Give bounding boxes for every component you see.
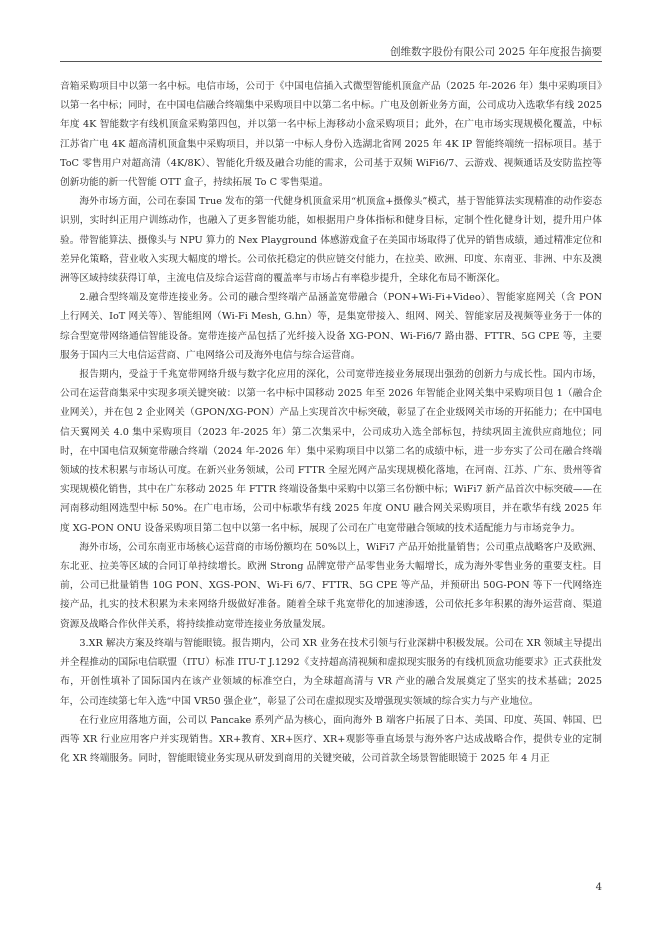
paragraph-industry-applications: 在行业应用落地方面，公司以 Pancake 系列产品为核心，面向海外 B 端客户拓展了日本、美国、印度、英国、韩国、巴西等 XR 行业应用客户并实现销售。XR+教育、XR+医疗、XR+观影等垂直场景与海外客户达成战略合作，提供专业的定制化 XR 终端服务。同时，智能眼镜业务实现从研发到商用的关键突破，公司首款全场景智能眼镜于 2025 年 4 月正 [60, 714, 602, 765]
paragraph-overseas-market: 海外市场方面，公司在泰国 True 发布的第一代健身机顶盒采用“机顶盒+摄像头”模式，基于智能算法实现精准的动作姿态识别，实时纠正用户训练动作，也融入了更多智能功能，如根据用户身体指标和健身目标，定制个性化健身计划，提升用户体验。带智能算法、摄像头与 NPU 算力的 Nex Playground 体感游戏盒子在美国市场取得了优异的销售成绩，通过精准定位和差异化策略，营业收入实现大幅度的增长。公司依托稳定的供应链交付能力，在拉美、欧洲、印度、东南亚、非洲、中东及澳洲等区域持续获得订单，主流电信及综合运营商的覆盖率与市场占有率稳步提升，全球化布局不断深化。 [60, 196, 602, 285]
paragraph-xr-solutions: 3.XR 解决方案及终端与智能眼镜。报告期内，公司 XR 业务在技术引领与行业深耕中积极发展。公司在 XR 领域主导提出并全程推动的国际电信联盟（ITU）标准 ITU-T J.1292《支持超高清视频和虚拟现实服务的有线机顶盒功能要求》正式获批发布，开创性填补了国际国内在该产业领域的标准空白，为全球超高清与 VR 产业的融合发展奠定了坚实的技术基础；2025 年，公司连续第七年入选“中国 VR50 强企业”，彰显了公司在虚拟现实及增强现实领域的综合实力与产业地位。 [60, 637, 602, 707]
header-divider [60, 61, 602, 62]
paragraph-broadband-overseas: 海外市场，公司东南亚市场核心运营商的市场份额均在 50%以上，WiFi7 产品开始批量销售；公司重点战略客户及欧洲、东北亚、拉美等区域的合同订单持续增长。欧洲 Strong 品牌宽带产品零售业务大幅增长，成为海外零售业务的重要支柱。目前，公司已批量销售 10G PON、XGS-PON、Wi-Fi 6/7、FTTR、5G CPE 等产品，并预研出 50G-PON 等下一代网络连接产品，扎实的技术积累为未来网络升级做好准备。随着全球千兆宽带化的加速渗透，公司依托多年积累的海外运营商、渠道资源及战略合作伙伴关系，将持续推动宽带连接业务放量发展。 [60, 541, 602, 630]
paragraph-converged-terminal-intro: 2.融合型终端及宽带连接业务。公司的融合型终端产品涵盖宽带融合（PON+Wi-Fi+Video）、智能家庭网关（含 PON 上行网关、IoT 网关等）、智能组网（Wi-Fi Mesh, G.hn）等，是集宽带接入、组网、网关、智能家居及视频等业务于一体的综合型宽带网络通信智能设备。宽带连接产品包括了光纤接入设备 XG-PON、Wi-Fi6/7 路由器、FTTR、5G CPE 等，主要服务于国内三大电信运营商、广电网络公司及海外电信与综合运营商。 [60, 292, 602, 361]
page-number: 4 [595, 882, 602, 893]
paragraph-continued-domestic-market: 音箱采购项目中以第一名中标。电信市场，公司于《中国电信插入式微型智能机顶盒产品（2025 年-2026 年）集中采购项目》以第一名中标；同时，在中国电信融合终端集中采购项目中以第二名中标。广电及创新业务方面，公司成功入选歌华有线 2025 年度 4K 智能数字有线机顶盒采购第四包，并以第一名中标上海移动小盒采购项目；此外，在广电市场实现规模化覆盖，中标江苏省广电 4K 超高清机顶盒集中采购项目，并以第一中标人身份入选湖北省网 2025 年 4K IP 智能终端统一招标项目。基于 ToC 零售用户对超高清（4K/8K）、智能化升级及融合功能的需求，公司基于双频 WiFi6/7、云游戏、视频通话及安防监控等创新功能的新一代智能 OTT 盒子，持续拓展 To C 零售渠道。 [60, 81, 602, 189]
paragraph-broadband-domestic: 报告期内，受益于千兆宽带网络升级与数字化应用的深化，公司宽带连接业务展现出强劲的创新力与成长性。国内市场，公司在运营商集采中实现多项关键突破：以第一名中标中国移动 2025 年至 2026 年智能企业网关集中采购项目包 1（融合企业网关），并在包 2 企业网关（GPON/XG-PON）产品上实现首次中标突破，彰显了在企业级网关市场的开拓能力；在中国电信天翼网关 4.0 集中采购项目（2023 年-2025 年）第二次集采中，公司成功入选全部标包，持续巩固主流供应商地位；同时，在中国电信双频宽带融合终端（2024 年-2026 年）集中采购项目中以第二名的成绩中标，进一步夯实了公司在融合终端领域的技术积累与市场认可度。在新兴业务领域，公司 FTTR 全屋光网产品实现规模化落地，在河南、江苏、广东、贵州等省实现规模化销售，其中在广东移动 2025 年 FTTR 终端设备集中采购中以第三名份额中标；WiFi7 新产品首次中标突破——在河南移动组网选型中标 50%。在广电市场，公司中标歌华有线 2025 年度 ONU 融合网关采购项目，并在歌华有线 2025 年度 XG-PON ONU 设备采购项目第二包中以第一名中标，展现了公司在广电宽带融合领域的技术适配能力与市场竞争力。 [60, 369, 602, 534]
report-header-title: 创维数字股份有限公司 2025 年年度报告摘要 [390, 46, 602, 58]
report-body [60, 77, 602, 768]
